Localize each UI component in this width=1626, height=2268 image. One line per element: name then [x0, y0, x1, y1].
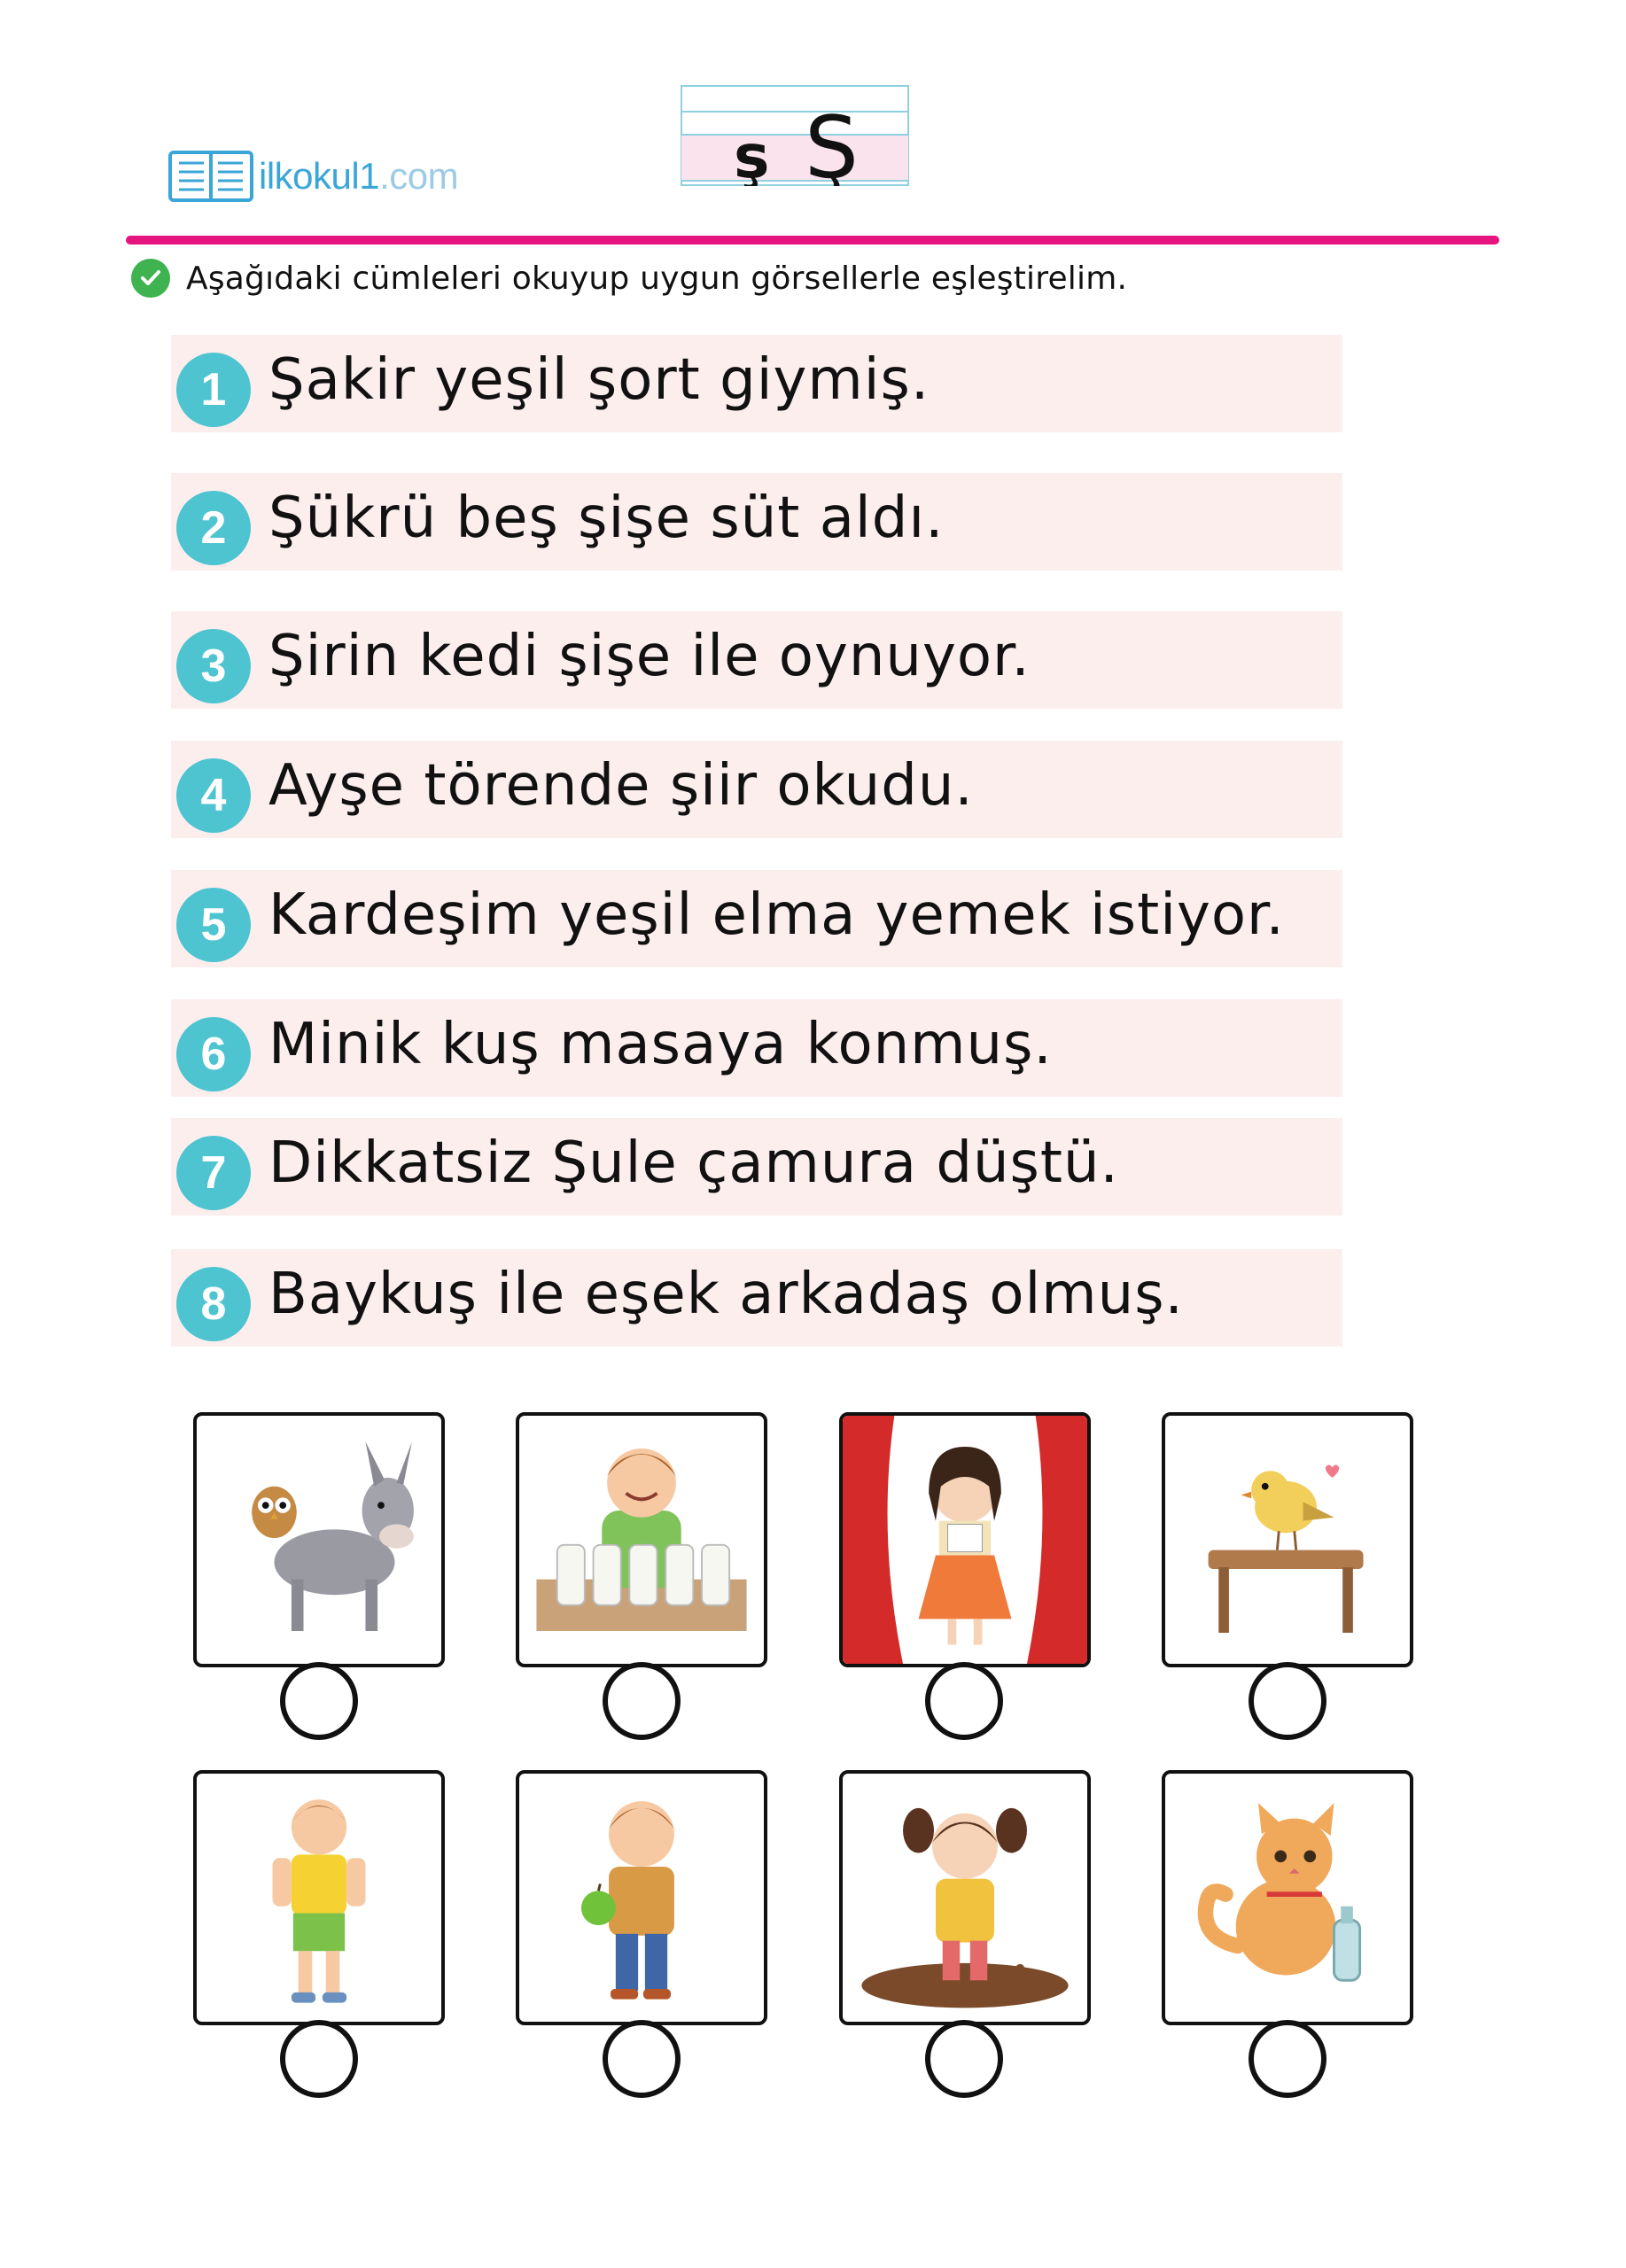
- check-icon: [131, 259, 170, 298]
- instruction-row: [131, 259, 1127, 298]
- sentence-row: [171, 1118, 1342, 1216]
- sentence-number: 5: [176, 888, 251, 962]
- boy-with-milk-bottles-picture: [516, 1412, 767, 1667]
- answer-circle[interactable]: [925, 1662, 1003, 1740]
- owl-and-donkey-picture: [193, 1412, 445, 1667]
- sentence-text: Baykuş ile eşek arkadaş olmuş.: [268, 1262, 1184, 1327]
- answer-circle[interactable]: [603, 1662, 681, 1740]
- sentence-number: 8: [176, 1267, 251, 1341]
- answer-circle[interactable]: [280, 2020, 358, 2098]
- answer-circle[interactable]: [1249, 2020, 1326, 2098]
- girl-reading-on-stage-picture: [839, 1412, 1091, 1667]
- sentence-row: [171, 473, 1342, 571]
- sentence-number: 4: [176, 758, 251, 833]
- sentence-text: Şükrü beş şişe süt aldı.: [268, 485, 945, 551]
- lowercase-letter: ş: [734, 122, 770, 186]
- sentence-number: 6: [176, 1017, 251, 1091]
- bird-on-table-picture: [1162, 1412, 1413, 1667]
- answer-circle[interactable]: [925, 2020, 1003, 2098]
- answer-circle[interactable]: [280, 1662, 358, 1740]
- boy-holding-green-apple-picture: [516, 1770, 767, 2025]
- header-divider: [126, 236, 1499, 245]
- sentence-row: [171, 741, 1342, 838]
- site-logo: [167, 147, 458, 206]
- sentence-row: [171, 335, 1342, 432]
- sentence-text: Şakir yeşil şort giymiş.: [268, 347, 930, 413]
- sentence-number: 1: [176, 353, 251, 427]
- answer-circle[interactable]: [603, 2020, 681, 2098]
- answer-circle[interactable]: [1249, 1662, 1326, 1740]
- sentence-row: [171, 1249, 1342, 1347]
- instruction-text: Aşağıdaki cümleleri okuyup uygun görsellerle eşleştirelim.: [186, 260, 1128, 297]
- sentence-text: Dikkatsiz Şule çamura düştü.: [268, 1130, 1119, 1196]
- sentence-text: Minik kuş masaya konmuş.: [268, 1012, 1053, 1077]
- sentence-text: Ayşe törende şiir okudu.: [268, 753, 974, 819]
- sentence-row: [171, 870, 1342, 967]
- sentence-text: Kardeşim yeşil elma yemek istiyor.: [268, 882, 1285, 948]
- cat-with-bottle-picture: [1162, 1770, 1413, 2025]
- sentence-number: 7: [176, 1136, 251, 1210]
- sentence-number: 3: [176, 629, 251, 703]
- sentence-number: 2: [176, 491, 251, 565]
- logo-text: ilkokul1.com: [259, 155, 459, 197]
- sentence-text: Şirin kedi şişe ile oynuyor.: [268, 624, 1031, 689]
- sentence-row: [171, 999, 1342, 1097]
- girl-in-mud-picture: [839, 1770, 1091, 2025]
- boy-in-yellow-shirt-green-shorts-picture: [193, 1770, 445, 2025]
- sentence-row: [171, 611, 1342, 709]
- uppercase-letter: Ş: [805, 98, 859, 186]
- book-icon: [167, 147, 255, 206]
- letter-writing-guide: [681, 85, 909, 186]
